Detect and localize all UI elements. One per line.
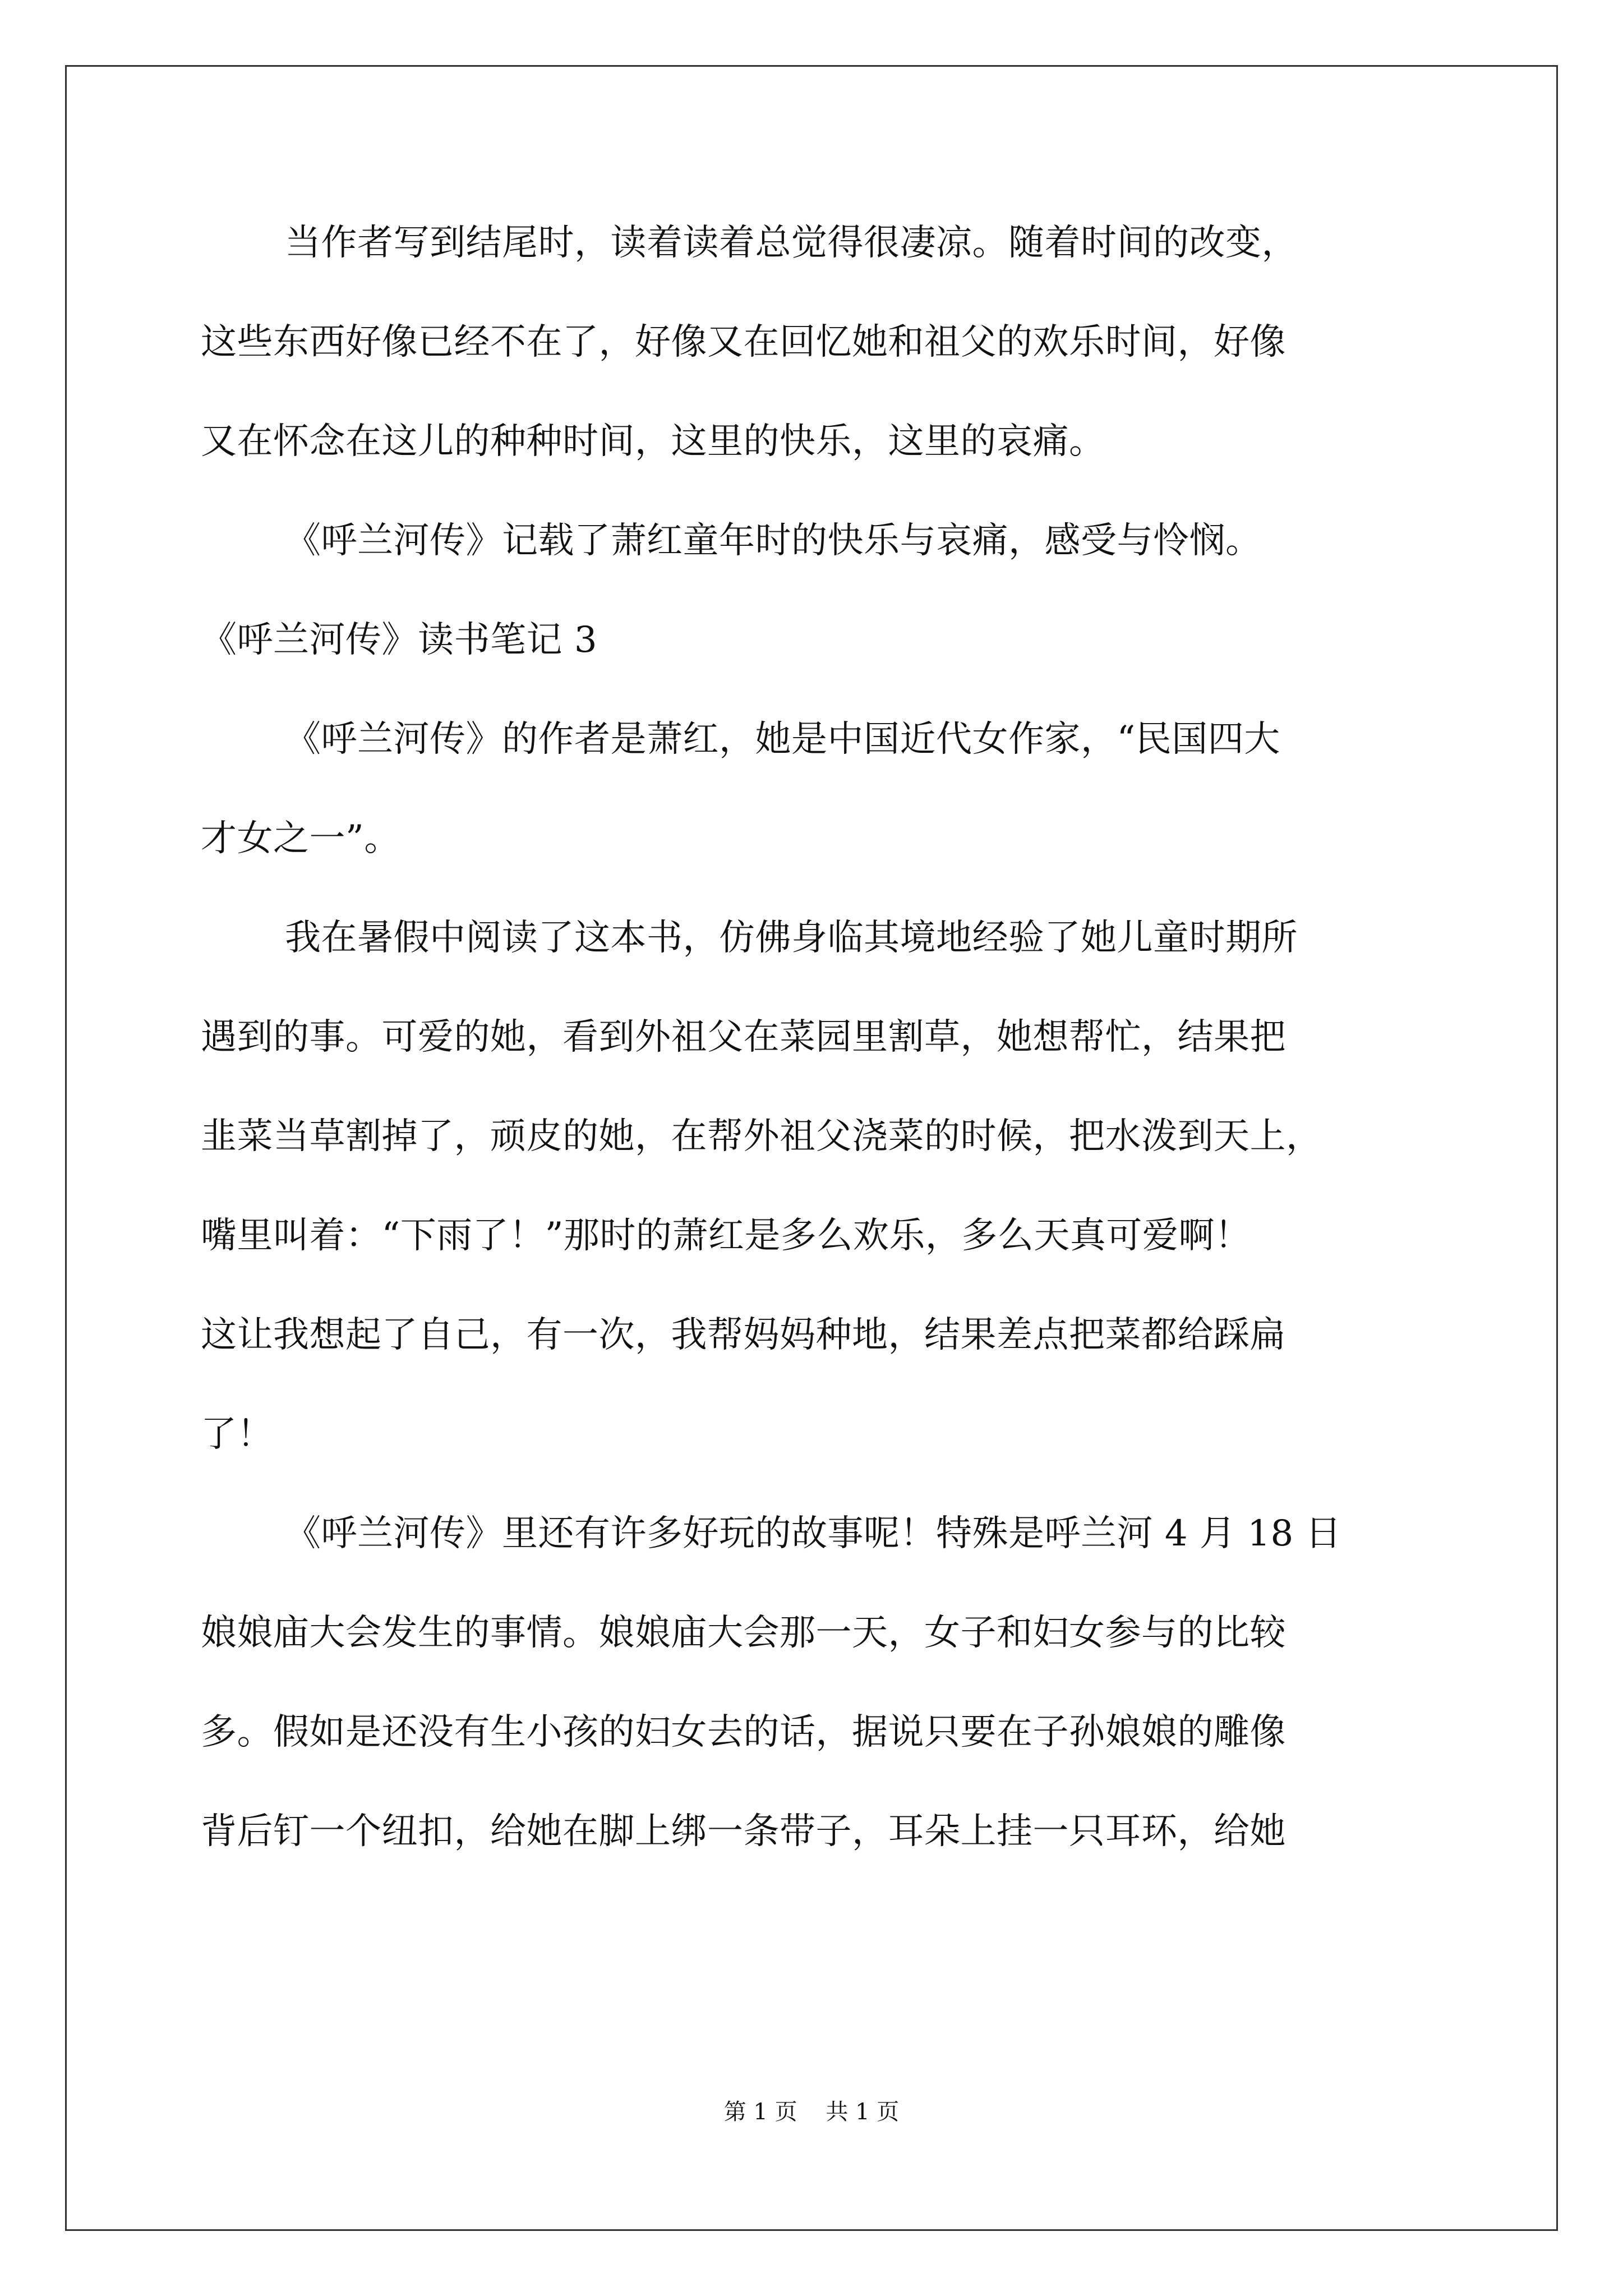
text-line: 遇到的事。可爱的她，看到外祖父在菜园里割草，她想帮忙，结果把 xyxy=(201,1016,1286,1058)
text-line: 嘴里叫着：“下雨了！”那时的萧红是多么欢乐，多么天真可爱啊！ xyxy=(201,1215,1251,1257)
text-line: 我在暑假中阅读了这本书，仿佛身临其境地经验了她儿童时期所 xyxy=(285,917,1298,959)
text-line: 《呼兰河传》里还有许多好玩的故事呢！特殊是呼兰河 4 月 18 日 xyxy=(285,1513,1342,1554)
text-line: 当作者写到结尾时，读着读着总觉得很凄凉。随着时间的改变， xyxy=(285,222,1298,264)
text-line: 才女之一”。 xyxy=(201,818,400,859)
page-footer: 第 1 页 共 1 页 xyxy=(723,2099,900,2125)
text-line: 《呼兰河传》的作者是萧红，她是中国近代女作家，“民国四大 xyxy=(285,719,1280,760)
text-line: 多。假如是还没有生小孩的妇女去的话，据说只要在子孙娘娘的雕像 xyxy=(201,1711,1286,1753)
section-heading: 《呼兰河传》读书笔记 3 xyxy=(201,619,598,661)
text-line: 《呼兰河传》记载了萧红童年时的快乐与哀痛，感受与怜悯。 xyxy=(285,520,1262,562)
text-line: 韭菜当草割掉了，顽皮的她，在帮外祖父浇菜的时候，把水泼到天上， xyxy=(201,1116,1322,1157)
text-line: 娘娘庙大会发生的事情。娘娘庙大会那一天，女子和妇女参与的比较 xyxy=(201,1612,1286,1654)
text-line: 了！ xyxy=(201,1414,273,1455)
text-line: 又在怀念在这儿的种种时间，这里的快乐，这里的哀痛。 xyxy=(201,421,1105,462)
text-line: 这让我想起了自己，有一次，我帮妈妈种地，结果差点把菜都给踩扁 xyxy=(201,1314,1286,1356)
text-line: 这些东西好像已经不在了，好像又在回忆她和祖父的欢乐时间，好像 xyxy=(201,321,1286,363)
text-line: 背后钉一个纽扣，给她在脚上绑一条带子，耳朵上挂一只耳环，给她 xyxy=(201,1811,1286,1852)
